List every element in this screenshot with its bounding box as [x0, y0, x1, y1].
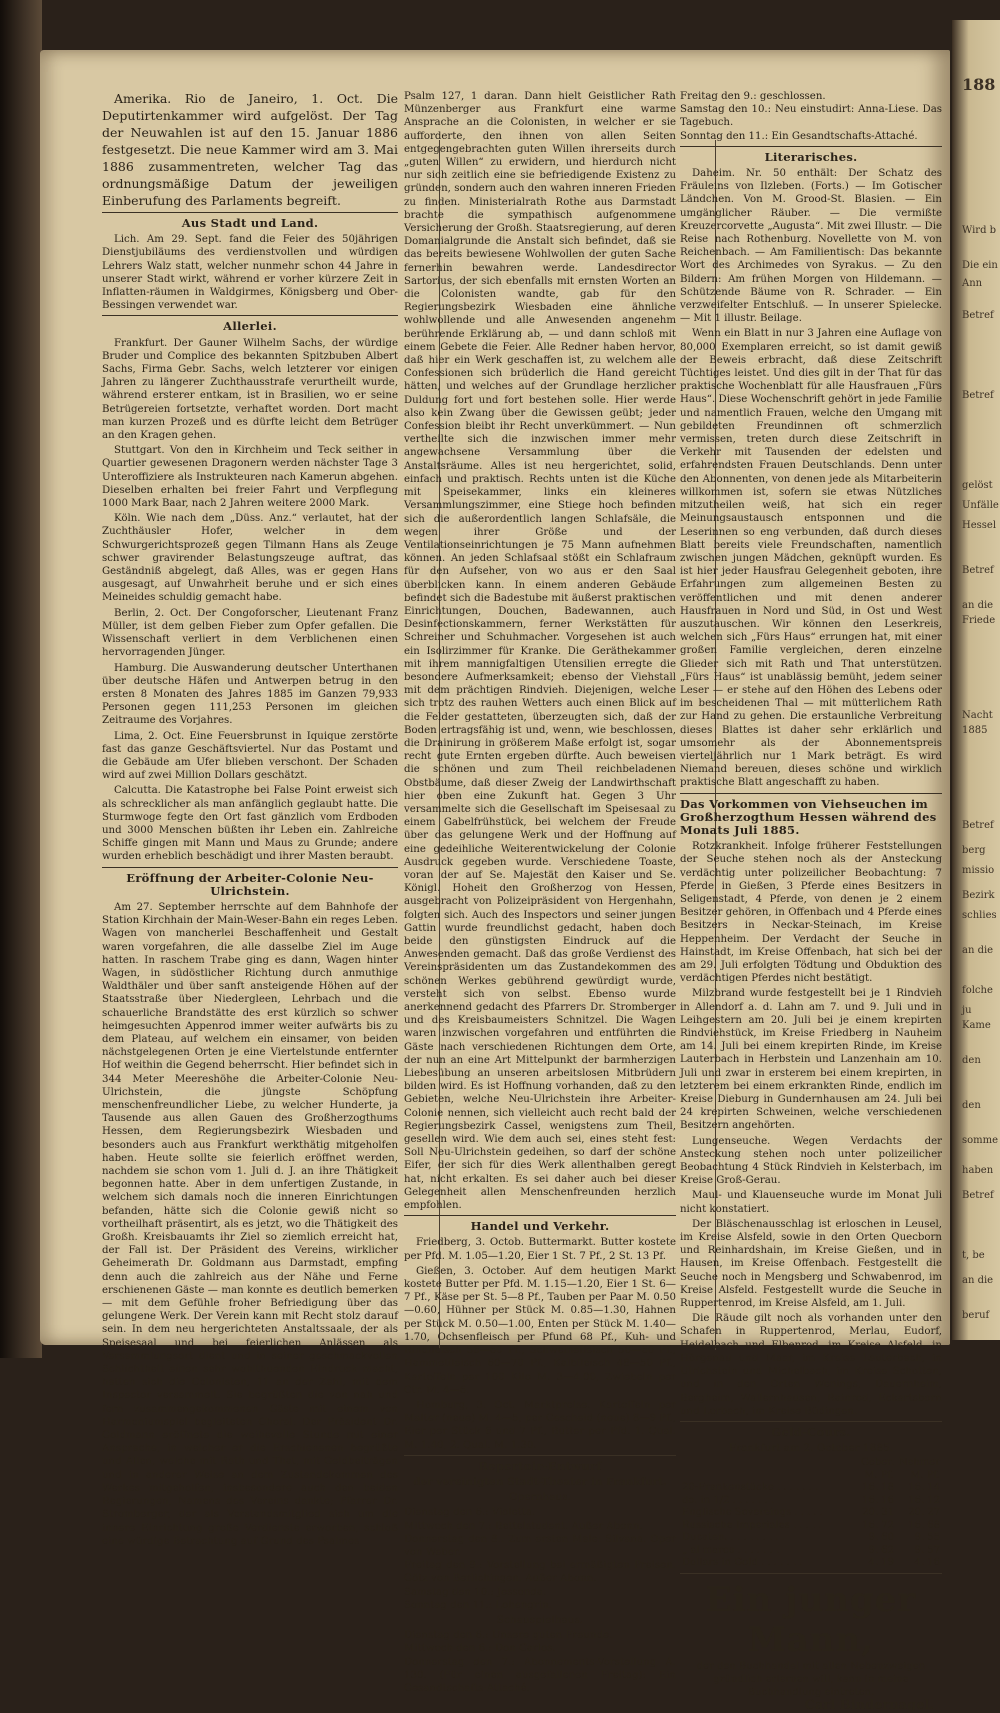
edge-text-fragment: Friede — [962, 615, 996, 626]
edge-text-fragment: den — [962, 1055, 981, 1066]
column-unit: M. Pf. — [910, 1469, 940, 1481]
bid-value: 9. 62 — [868, 1544, 894, 1556]
table-row — [680, 1557, 942, 1570]
article-raeude: Die Räude gilt noch als vorhanden unter den Schafen in Ruppertenrod, Merlau, Eudorf, Heidelbach und Elbenrod, im Kreise Alsfeld, in Hörgenau und Maar, im Kreise Lauterbach, in Ulrichstein und Michelbach, im Kreise Schotten, und in den Orten Wenings, Dauernheim, Bergheim, Wallernhausen, Rainrod, Eckartsborn und Lorbach, im Kreise Büdingen. — [680, 1313, 942, 1417]
edge-text-fragment: gelöst — [962, 480, 993, 491]
edge-text-fragment: Betref — [962, 310, 994, 321]
section-heading-viehseuchen: Das Vorkommen von Viehseuchen im Großherzogthum Hessen während des Monats Juli 1885. — [680, 796, 937, 837]
table-row — [680, 1482, 942, 1495]
schedule-line: Donnerstag den 7.: Abonnements-Vorstellung A. 130. (Für einen ausgefallenen Freitag): Ein Gesandtschafts-Attaché. — [404, 1656, 676, 1694]
book-spine — [0, 0, 42, 1358]
bid-value: 16. 16 — [862, 1494, 894, 1506]
currency-name: Englische Sovereings . . . . . — [682, 1507, 823, 1519]
article-fuers-haus: Wenn ein Blatt in nur 3 Jahren eine Auflage von 80,000 Exemplaren erreicht, so ist damit gewiß der Beweis erbracht, daß diese Zeitschrift Tüchtiges leistet. Und dies gilt in der That für das praktische Wochenblatt für alle Hausfrauen „Fürs Haus“. Diese Wochenschrift gehört in jede Familie und namentlich Frauen, welche den Umgang mit gebildeten Freundinnen oft schmerzlich vermissen, treten durch diese Zeitschrift in Verkehr mit Tausenden der edelsten und erfahrendsten Frauen Deutschlands. Denn unter den Abonnenten, von denen jede als Mitarbeiterin willkommen ist, sofern sie etwas Nützliches mitzutheilen weiß, hat sich ein reger Meinungsaustausch entsponnen und die Leserinnen so eng verbunden, daß durch dieses Blatt bereits viele Freundschaften, namentlich zwischen jungen Mädchen, geknüpft wurden. Es ist hier jeder Hausfrau Gelegenheit geboten, ihre Erfahrungen zum allgemeinen Besten zu veröffentlichen und mit denen anderer Hausfrauen in Nord und Süd, in Ost und West auszutauschen. Wir können den Leserkreis, welchen sich „Fürs Haus“ errungen hat, mit einer großen Familie vergleichen, deren einzelne Glieder sich mit Rath und That unterstützen. „Fürs Haus“ ist unablässig bemüht, jedem seiner Leser — er stehe auf den Höhen des Lebens oder im bescheidenen Thal — mit mütterlichem Rath zur Hand zu gehen. Die erstaunliche Verbreitung dieses Blattes ist daher sehr erklärlich und umsomehr als der Abonnementspreis vierteljährlich nur 1 Mark beträgt. Es wird Niemand bereuen, dieses schöne und wirklich praktische Blatt angeschafft zu haben. — [680, 328, 942, 789]
divider — [404, 1455, 676, 1456]
schedule-line: Sonntag den 11.: Ein Gesandtschafts-Attaché. — [680, 130, 918, 142]
edge-text-fragment: haben — [962, 1165, 994, 1176]
schedule-line: Donnerstag den 8.: Zum ersten Male: Silvana. Oper von Weber. — [404, 1533, 676, 1558]
table-header-row — [680, 1457, 942, 1470]
schedule-line: Samstag den 10.: Jessonda. — [404, 1586, 547, 1598]
currency-name: „ al marco . . . . . . . — [682, 1544, 780, 1556]
column-header: Nehmer — [898, 1457, 940, 1469]
edge-text-fragment: schlies — [962, 910, 997, 921]
market-homburg: Homburg, 3. Oct. Marktpreise. Kartoffeln per Malter (neue) M. 4—5, per Gescheid (neue) 8—9 Pf., Eier per Stück 6 und 7 Pf., Butter per Pfd. 1. Qual. M. 1.40, 2. Qual. M. 1.30. — [404, 1399, 676, 1451]
table-unit-row — [680, 1470, 942, 1483]
currency-name: 20-Frankenstücke . . . . . . . — [682, 1482, 819, 1494]
article-calcutta: Calcutta. Die Katastrophe bei False Point erweist sich als schrecklicher als man anfänglich geglaubt hatte. Die Sturmwoge fegte den Ort fast gänzlich vom Erdboden und 3000 Menschen büßten ihr Leben ein. Zahlreiche Schiffe gingen mit Mann und Maus zu Grunde; andere wurden erheblich beschädigt und ihrer Masten beraubt. — [102, 785, 398, 863]
article-hamburg: Hamburg. Die Auswanderung deutscher Unterthanen über deutsche Häfen und Antwerpen betrug in den ersten 8 Monaten des Jahres 1885 im Ganzen 79,933 Personen gegen 111,253 Personen im gleichen Zeitraume des Vorjahres. — [102, 662, 398, 727]
edge-text-fragment: Die ein — [962, 260, 998, 271]
divider — [404, 1215, 676, 1216]
edge-text-fragment: 188 — [962, 75, 996, 94]
section-heading-allerlei: Allerlei. — [223, 319, 277, 334]
bid-value: 20. 31 — [862, 1507, 894, 1519]
next-page-edge — [952, 20, 1000, 1340]
ask-value: 16. 12 — [908, 1494, 940, 1506]
edge-text-fragment: Bezirk — [962, 890, 995, 901]
article-lima: Lima, 2. Oct. Eine Feuersbrunst in Iquique zerstörte fast das ganze Geschäftsviertel. Nur das Postamt und die Gebäude am Ufer blieben verschont. Der Schaden wird auf zwei Million Dollars geschätzt. — [102, 730, 398, 782]
edge-text-fragment: Betref — [962, 565, 994, 576]
article-daheim: Daheim. Nr. 50 enthält: Der Schatz des Fräuleins von Ilzleben. (Forts.) — Im Gotischer Ländchen. Von M. Grood-St. Blasien. — Ein umgänglicher Räuber. — Die vermißte Kreuzercorvette „Augusta“. Mit zwei Illustr. — Die Reise nach Rothenburg. Novellette von M. von Reichenbach. — Am Familientisch: Das bekannte Wort des Archimedes von Syrakus. — Zu den Bildern: Am frühen Morgen von Hildemann. — Schützende Bäume von R. Schrader. — Ein verzweifelter Entschluß. — In unserer Spielecke. — Mit 1 illustr. Beilage. — [680, 168, 942, 325]
column-3 — [680, 90, 942, 1713]
ad-headline: Ein junger Mann, — [705, 1579, 917, 1660]
section-heading-colonie: Eröffnung der Arbeiter-Colonie Neu-Ulrichstein. — [126, 870, 374, 898]
divider — [102, 315, 398, 316]
table-row — [680, 1495, 942, 1508]
bid-value: 9. 60 — [868, 1532, 894, 1544]
divider — [680, 1421, 942, 1422]
edge-text-fragment: Betref — [962, 820, 994, 831]
currency-name: Dollars in Gold . . . . . . . — [682, 1557, 803, 1569]
edge-text-fragment: an die — [962, 600, 994, 611]
ask-value: 16. 14 — [908, 1482, 940, 1494]
article-colonie-cont: Psalm 127, 1 daran. Dann hielt Geistlicher Rath Münzenberger aus Frankfurt eine warme Ansprache an die Colonisten, in welcher er sie aufforderte, den ihnen von allen Seiten entgegengebrachten guten Willen ihrerseits durch „guten Willen“ zu erwidern, und hierdurch nicht nur sich zeitlich eine sie befriedigende Existenz zu gründen, sondern auch den wahren inneren Frieden zu finden. Ministerialrath Rothe aus Darmstadt brachte die sympathisch aufgenommene Versicherung der Großh. Staatsregierung, auf deren Domanialgrunde die Anstalt sich befindet, daß sie das bereits bewiesene Wohlwollen der guten Sache fernerhin bewahren werde. Landesdirector Sartorius, der sich ebenfalls mit ernsten Worten an die Colonisten wandte, gab für den Regierungsbezirk Wiesbaden eine ähnliche wohlwollende und alle Anwesenden angenehm berührende Erklärung ab, — und dann schloß mit einem Gebete die Feier. Alle Redner haben hervor, daß hier ein Werk geschaffen ist, zu welchem alle Confessionen sich brüderlich die Hand gereicht hätten, und welches auf der Grundlage herzlicher Duldung fort und fort bestehen solle. Hier werde also kein Zwang über die Gewissen geübt; jeder Confession bleibt ihr Recht unverkümmert. — Nun vertheilte sich die inzwischen immer mehr angewachsene Versammlung über die Anstaltsräume. Alles ist neu hergerichtet, solid, einfach und praktisch. Rechts unten ist die Küche mit Speisekammer, links ein kleineres Versammlungszimmer, eine Stiege hoch befinden sich die außerordentlich langen Schlafsäle, die wegen ihrer Größe und der Ventilationseinrichtungen je 75 Mann aufnehmen können. An jeden Schlafsaal stößt ein Schlafraum für den Aufseher, von wo aus er den Saal überblicken kann. In einem anderen Gebäude befindet sich die Badestube mit äußerst praktischen Einrichtungen, Douchen, Badewannen, auch Desinfectionskammern, ferner Werkstätten für Schreiner und Schuhmacher. Vorgesehen ist auch ein Isolirzimmer für Kranke. Die Geräthekammer mit ihrem mannigfaltigen Utensilien erregte die besondere Aufmerksamkeit; ebenso der Viehstall mit dem prächtigen Rindvieh. Diejenigen, welche sich trotz des rauhen Wetters auch einen Blick auf die Felder gestatteten, überzeugten sich, daß der Boden ertragsfähig ist und, wenn, wie beschlossen, die Drainirung in größerem Maße erfolgt ist, sogar recht gute Ernten ergeben dürfte. Auch beweisen die schönen und zum Theil reichbeladenen Obstbäume, daß dieser Zweig der Landwirthschaft hier oben eine Zukunft hat. Gegen 3 Uhr versammelte sich die Gesellschaft im Speisesaal zu einem Gabelfrühstück, bei welchem der Freude über das gelungene Werk und der Hoffnung auf eine gedeihliche Weiterentwickelung der Colonie Ausdruck gegeben wurde. Verschiedene Toaste, voran der auf Se. Majestät den Kaiser und Se. Königl. Hoheit den Großherzog von Hessen, ausgebracht von Polizeipräsident von Hergenhahn, folgten sich. Auch des Inspectors und seiner jungen Gattin wurde freundlichst gedacht, haben doch beide den günstigsten Eindruck auf die Anwesenden gemacht. Daß das große Verdienst des Vereinspräsidenten um das Zustandekommen des schönen Werkes gebührend gewürdigt wurde, versteht sich von selbst. Ebenso wurde anerkennend gedacht des Pfarrers Dr. Stromberger und des Kreisbaumeisters Schnitzel. Die Wagen waren inzwischen vorgefahren und entführten die Gäste nach verschiedenen Richtungen dem Orte, der nun an eine Art Mittelpunkt der barmherzigen Liebesübung an unseren arbeitslosen Mitbrüdern bilden wird. Es ist Hoffnung vorhanden, daß zu den Gebieten, welche Neu-Ulrichstein ihre Arbeiter-Colonie nennen, sich vielleicht auch recht bald der Regierungsbezirk Cassel, wenigstens zum Theil, gesellen wird. Wie dem auch sei, eines steht fest: Soll Neu-Ulrichstein gedeihen, so darf der schöne Eifer, der sich für dies Werk allenthalben geregt hat, nicht erkalten. Es sei daher auch bei dieser Gelegenheit allen Menschenfreunden herzlich empfohlen. — [404, 91, 676, 1212]
bid-value: 16. 18 — [862, 1482, 894, 1494]
edge-text-fragment: somme — [962, 1135, 999, 1146]
table-row — [680, 1520, 942, 1533]
job-advertisement — [680, 1580, 942, 1712]
edge-text-fragment: beruf — [962, 1310, 990, 1321]
section-heading-geld: Geld-Cours. — [771, 1424, 851, 1439]
article-milzbrand: Milzbrand wurde festgestellt bei je 1 Rindvieh in Allendorf a. d. Lahn am 7. und 9. Juli und in Leihgestern am 20. Juli bei je einem krepirten Rindviehstück, im Kreise Friedberg in Nauheim am 14. Juli bei einem krepirten Rinde, im Kreise Lauterbach in Herbstein und Lanzenhain am 10. Juli und zwar in ersterem bei einem krepirten, in letzterem bei einem erkrankten Rinde, endlich im Kreise Dieburg in Gundernhausen am 24. Juli bei 24 krepirten Schweinen, welche verschiedenen Besitzern angehörten. — [680, 988, 942, 1132]
table-row — [680, 1545, 942, 1558]
market-giessen: Gießen, 3. October. Auf dem heutigen Markt kostete Butter per Pfd. M. 1.15—1.20, Eier 1 St. 6—7 Pf., Käse per St. 5—8 Pf., Tauben per Paar M. 0.50—0.60, Hühner per Stück M. 0.85—1.30, Hahnen per Stück M. 0.50—1.00, Enten per Stück M. 1.40—1.70, Ochsenfleisch per Pfund 68 Pf., Kuh- und Rindfleisch 56—60 Pf., Schweinefleisch 50—60 Pf., Hammelfleisch 60—70 Pf., Kalbfleisch 48—50 Pf., Kartoffeln per 100 Kilo M. 3—4.00, Zwiebeln per Ctr. M. 4—6. — [404, 1265, 676, 1396]
schedule-line: Mittwoch den 6.: Don Carlos. — [404, 1643, 556, 1655]
schedule-line: Mittwoch den 7.: Bettelstudent. Außer Abonn. — [404, 1520, 643, 1532]
edge-text-fragment: Wird b — [962, 225, 997, 236]
edge-text-fragment: Ann — [962, 278, 983, 289]
opernhaus-list — [404, 1506, 676, 1612]
edge-text-fragment: an die — [962, 1275, 994, 1286]
edge-text-fragment: berg — [962, 845, 986, 856]
column-2 — [404, 90, 676, 1694]
currency-name: Ducaten. . . . . . . . . . — [682, 1532, 785, 1544]
column-header: Geber. — [860, 1457, 894, 1469]
article-maulseuche: Maul- und Klauenseuche wurde im Monat Juli nicht konstatiert. — [680, 1190, 942, 1215]
edge-text-fragment: Hessel — [962, 520, 997, 531]
edge-text-fragment: Kame — [962, 1020, 991, 1031]
edge-text-fragment: 1885 — [962, 725, 988, 736]
bid-value: 16. 72 — [862, 1519, 894, 1531]
article-frankfurt: Frankfurt. Der Gauner Wilhelm Sachs, der würdige Bruder und Complice des bekannten Spitzbuben Albert Sachs, Firma Gebr. Sachs, welch letzterer vor einigen Jahren zu längerer Zuchthausstrafe verurtheilt wurde, während ersterer entkam, ist in Brasilien, wo er seine Betrügereien fortsetzte, verhaftet worden. Dort macht man kurzen Prozeß und es dürfte leicht dem Betrüger an den Kragen gehen. — [102, 337, 398, 442]
schauspielhaus-list — [404, 1629, 676, 1695]
edge-text-fragment: folche — [962, 985, 993, 996]
ask-value: 20. 27 — [908, 1507, 940, 1519]
repertoir-subtitle: der vereinigten Stadt-Theater in Frankfurt. — [413, 1475, 667, 1488]
market-friedberg: Friedberg, 3. Octob. Buttermarkt. Butter kostete per Pfd. M. 1.05—1.20, Eier 1 St. 7 Pf., 2 St. 13 Pf. — [404, 1237, 676, 1262]
schedule-line: Freitag den 9.: geschlossen. — [680, 91, 826, 102]
divider — [102, 867, 398, 868]
schedule-line: Freitag den 9.: Vorstellung bei ermäßigten Preisen. Götz von Berlichingen. Außer Abonn. — [404, 1560, 676, 1585]
article-amerika: Amerika. Rio de Janeiro, 1. Oct. Die Deputirtenkammer wird aufgelöst. Der Tag der Neuwahlen ist auf den 15. Januar 1886 festgesetzt. Die neue Kammer wird am 3. Mai 1886 zusammentreten, welcher Tag das ordnungsmäßige Datum der jeweiligen Einberufung des Parlaments begreift. — [102, 91, 398, 208]
geld-subtitle: Frankfurt am 2. October 1885. — [728, 1442, 894, 1455]
edge-text-fragment: missio — [962, 865, 995, 876]
divider — [680, 1573, 942, 1574]
article-blaeschen: Der Bläschenausschlag ist erloschen in Leusel, im Kreise Alsfeld, sowie in den Orten Quecborn und Reinhardshain, im Kreise Gießen, und in Hausen, im Kreise Offenbach. Festgestellt die Seuche noch in Mengsberg und Schwabenrod, im Kreise Alsfeld. Festgestellt wurde die Seuche in Ruppertenrod, im Kreise Alsfeld, am 1. Juli. — [680, 1218, 942, 1310]
divider — [102, 212, 398, 213]
table-row — [680, 1507, 942, 1520]
article-lich: Lich. Am 29. Sept. fand die Feier des 50jährigen Dienstjubiläums des verdienstvollen und würdigen Lehrers Walz statt, welcher nunmehr schon 44 Jahre in unserer Stadt wirkt, während er vorher kürzere Zeit in Inflatten-räumen in Waldgirmes, Königsberg und Ober-Bessingen verwendet war. — [102, 234, 398, 312]
article-colonie: Am 27. September herrschte auf dem Bahnhofe der Station Kirchhain der Main-Weser-Bahn ein reges Leben. Wagen von mancherlei Beschaffenheit und Gestalt waren vorgefahren, die alle dasselbe Ziel im Auge hatten. In raschem Trabe ging es dann, Wagen hinter Wagen, in südöstlicher Richtung durch anmuthige Waldthäler und über sanft ansteigende Höhen auf der Staatsstraße über Niedergleen, Lehrbach und die schauerliche Brandstätte des erst kürzlich so schwer heimgesuchten Appenrod immer weiter aufwärts bis zu dem Plateau, auf welchem ein einsamer, von beiden nächstgelegenen Orten je eine Viertelstunde entfernter Hof weithin die Gegend beherrscht. Hier befindet sich in 344 Meter Meereshöhe die Arbeiter-Colonie Neu-Ulrichstein, die jüngste Schöpfung menschenfreundlicher Liebe, zu welcher Hunderte, ja Tausende aus allen Gauen des Großherzogthums Hessen, dem Regierungsbezirk Wiesbaden und besonders auch aus Frankfurt werkthätig mitgeholfen haben. Heute sollte sie feierlich eröffnet werden, nachdem sie schon vom 1. Juli d. J. an ihre Thätigkeit begonnen hatte. Aber in dem unfertigen Zustande, in welchem sich damals noch die inneren Einrichtungen befanden, hätte sich die Colonie gewiß nicht so vortheilhaft präsentirt, als es jetzt, wo die Thätigkeit des Großh. Kreisbauamts ihr Ziel so ziemlich erreicht hat, der Fall ist. Der Präsident des Vereins, wirklicher Geheimerath Dr. Goldmann aus Darmstadt, empfing denn auch die zahlreich aus der Nähe und Ferne erschienenen Gäste — man konnte es deutlich bemerken — mit dem Gefühle froher Befriedigung über das gelungene Werk. Der Verein kann mit Recht stolz darauf sein. In dem neu hergerichteten Anstaltssaale, der als Speisesaal und bei feierlichen Anlässen als Versammlungsort dient und in seiner geschmackvollen Schlichtheit einen sehr wohlthuenden Eindruck macht, hatten sich die Colonisten, 11 an der Zahl, mit dem Inspector versammelt. Sie begrüßten die von nah und fern zusammengekommenen Gäste mit einem von Harmoniumspiel begleiteten Choral. Der Präsident Dr. Goldmann eröffnete die weihevolle Stunde mit einer Ansprache, in welcher er die Erschienenen begrüßte und Allen, welche mit Rath und That, mit Geldbeiträgen und in anderer Weise an dem Zustandekommen des Werkes mitgeholfen, insbesondere auch den beiden Regierungen, Namens des Vereins dankte; Pfarrer Dr. Stromberger, der als Vorstandsmitglied sich um die innere Einrichtung große Verdienste erworben, schloß eine würdige Betrachtung auf Grund des Psalmes — [102, 901, 398, 1547]
divider — [680, 793, 942, 794]
bid-value: 4. 19 — [868, 1557, 894, 1569]
edge-text-fragment: an die — [962, 945, 994, 956]
edge-text-fragment: Betref — [962, 390, 994, 401]
section-heading-repertoir: Repertoir-Entwurf — [478, 1458, 602, 1473]
currency-name: do. in 1/2 . . . . . . . — [682, 1494, 775, 1506]
opernhaus-label: Opernhaus. — [509, 1491, 571, 1504]
edge-text-fragment: Nacht — [962, 710, 993, 721]
ask-value: 9. 55 — [914, 1532, 940, 1544]
article-rotz: Rotzkrankheit. Infolge früherer Feststellungen der Seuche stehen noch als der Ansteckung verdächtig unter polizeilicher Beobachtung: 7 Pferde in Gießen, 3 Pferde eines Besitzers in Seligenstadt, 4 Pferde, von denen je 2 einem Besitzer gehören, in Offenbach und 4 Pferde eines Besitzers in Neckar-Steinach, im Kreise Heppenheim. Der Verdacht der Seuche in Hainstadt, im Kreise Offenbach, hat sich bei der am 29. Juli erfolgten Tödtung und Obduktion des verdächtigen Pferdes nicht bestätigt. — [680, 841, 942, 985]
currency-table — [680, 1457, 942, 1570]
article-lungenseuche: Lungenseuche. Wegen Verdachts der Ansteckung stehen noch unter polizeilicher Beobachtung 4 Stück Rindvieh in Kelsterbach, im Kreise Groß-Gerau. — [680, 1135, 942, 1187]
article-koeln: Köln. Wie nach dem „Düss. Anz.“ verlautet, hat der Zuchthäusler Hofer, welcher in dem Schwurgerichtsprozeß gegen Tilmann Hans als Zeuge schwer gravirender Belastungszeuge auftrat, das Geständniß abgelegt, daß Alles, was er gegen Hans ausgesagt, auf Unwahrheit beruhe und er sich eines Meineides schuldig gemacht habe. — [102, 513, 398, 604]
edge-text-fragment: den — [962, 1100, 981, 1111]
divider — [680, 146, 942, 147]
edge-text-fragment: t, be — [962, 1250, 985, 1261]
section-heading-literarisches: Literarisches. — [764, 149, 858, 164]
ask-value: 9. 57 — [914, 1544, 940, 1556]
edge-text-fragment: Unfälle — [962, 500, 999, 511]
schedule-line: Sonntag den 11.: Lohengrin. — [404, 1599, 552, 1611]
article-stuttgart: Stuttgart. Von den in Kirchheim und Teck seither in Quartier gewesenen Dragonern werden nächster Tage 3 Unteroffiziere als Instrukteuren nach Kamerun abgehen. Dieselben erhalten bei freier Fahrt und Verpflegung 1000 Mark Baar, nach 2 Jahren weitere 2000 Mark. — [102, 445, 398, 510]
ad-body: der den Buchhandel mit allen Nebenzweigen gründlich erlernen will, kann in meine Buchhandlung eintreten. — [696, 1660, 926, 1698]
ad-signature: Carl Bindernagel. — [804, 1697, 934, 1713]
column-1 — [102, 90, 398, 1547]
schedule-line: Samstag den 10.: Neu einstudirt: Anna-Liese. Das Tagebuch. — [680, 104, 942, 129]
table-row — [680, 1532, 942, 1545]
section-heading-stadt: Aus Stadt und Land. — [181, 216, 319, 230]
ask-value: 16. 68 — [908, 1519, 940, 1531]
schedule-line: Dienstag den 6.: Violetta. — [404, 1507, 536, 1519]
schedule-line: Dienstag den 6.: Unsere guten Freunde. — [404, 1630, 613, 1642]
ask-value: 4. 16 — [914, 1557, 940, 1569]
column-unit: M. Pf. — [864, 1469, 894, 1481]
edge-text-fragment: Betref — [962, 1190, 994, 1201]
edge-text-fragment: ju — [962, 1005, 972, 1016]
currency-name: Russische Imperiales . . . . . — [682, 1519, 822, 1531]
article-berlin: Berlin, 2. Oct. Der Congoforscher, Lieutenant Franz Müller, ist dem gelben Fieber zum Opfer gefallen. Die Wissenschaft verliert in dem Verblichenen einen hervorragenden Jünger. — [102, 607, 398, 659]
section-heading-handel: Handel und Verkehr. — [470, 1219, 610, 1234]
schauspielhaus-label: Schauspielhaus. — [496, 1613, 584, 1626]
newspaper-page — [40, 50, 950, 1713]
